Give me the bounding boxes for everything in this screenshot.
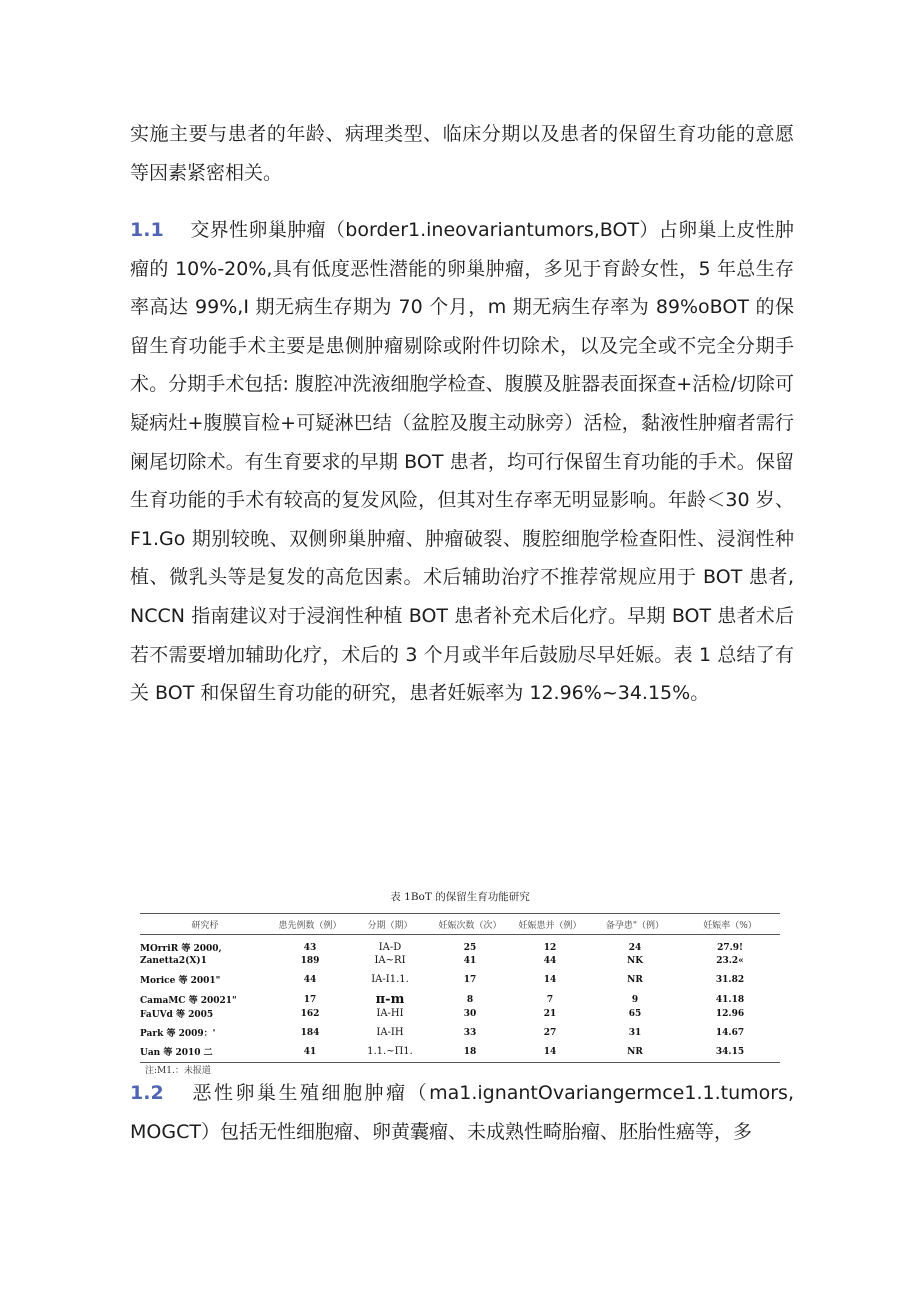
section-1-2-paragraph	[130, 1074, 794, 1151]
cell-pregnancy-rate: 34.15	[680, 1039, 780, 1063]
cell-pregnant-patients: 27	[543, 1027, 557, 1038]
cell-pregnancies: 17	[463, 974, 477, 985]
cell-pregnancy-rate: 14.67	[715, 1027, 745, 1038]
cell-stage: 1.1.~П1.	[350, 1039, 430, 1063]
cell-pregnancies: 18	[430, 1039, 510, 1063]
cell-pregnancy-rate: 23.2«	[716, 955, 744, 966]
section-1-2-text: 恶性卵巢生殖细胞肿瘤（ma1.ignantOvariangermce1.1.tumors, MOGCT）包括无性细胞瘤、卵黄囊瘤、未成熟性畸胎瘤、胚胎性癌等，多	[130, 1082, 794, 1143]
cell-stage: π-m	[375, 992, 405, 1007]
cell-patients: 17	[303, 994, 317, 1005]
cell-study: CamaMC 等 20021"	[140, 996, 237, 1006]
table-row	[140, 1007, 780, 1020]
cell-pregnant-patients: 21	[543, 1008, 557, 1019]
table-row	[140, 967, 780, 986]
section-1-1-number: 1.1	[130, 219, 164, 241]
cell-stage: IA-I1.1.	[371, 974, 409, 985]
cell-patients: 184	[300, 1027, 320, 1038]
cell-pregnancy-rate: 41.18	[715, 994, 745, 1005]
cell-stage: IA-IH	[376, 1027, 404, 1038]
cell-pregnancy-rate: 31.82	[715, 974, 745, 985]
intro-paragraph: 实施主要与患者的年龄、病理类型、临床分期以及患者的保留生育功能的意愿等因素紧密相关。	[130, 123, 794, 184]
cell-patients: 43	[303, 942, 317, 953]
cell-pregnancies: 25	[463, 942, 477, 953]
header-pregnant-patients: 妊娠患并（例）	[510, 914, 590, 935]
cell-trying-patients: 24	[628, 942, 642, 953]
section-1-2-number: 1.2	[130, 1082, 164, 1104]
cell-pregnant-patients: 14	[543, 974, 557, 985]
cell-stage: IA~RI	[374, 955, 406, 966]
header-patients: 患先例数（例）	[270, 914, 350, 935]
cell-pregnancies: 30	[463, 1008, 477, 1019]
header-stage: 分期（期）	[350, 914, 430, 935]
header-study: 研究杼	[140, 914, 270, 935]
cell-study: Morice 等 2001"	[140, 976, 221, 986]
header-pregnancies: 妊娠次数（次）	[430, 914, 510, 935]
cell-trying-patients: NR	[627, 974, 643, 985]
table-note: 注:M1.：未报道	[145, 1066, 211, 1076]
cell-study: Uan 等 2010 二	[140, 1039, 270, 1063]
cell-trying-patients: 31	[628, 1027, 642, 1038]
bot-fertility-table	[140, 913, 780, 1063]
table-row	[140, 954, 780, 967]
cell-patients: 189	[300, 955, 320, 966]
cell-study: MOrriR 等 2000,	[140, 944, 222, 954]
table-row	[140, 935, 780, 955]
cell-pregnancies: 8	[466, 994, 474, 1005]
section-1-1-text: 交界性卵巢肿瘤（border1.ineovariantumors,BOT）占卵巢上皮性肿瘤的 10%-20%,具有低度恶性潜能的卵巢肿瘤，多见于育龄女性，5 年总生存率高达 99%,I 期无病生存期为 70 个月，m 期无病生存率为 89%oBOT 的保留生育功能手术主要是患侧肿瘤剔除或附件切除术，以及完全或不完全分期手术。分期手术包括: 腹腔冲洗液细胞学检查、腹膜及脏器表面探查+活检/切除可疑病灶+腹膜盲检+可疑淋巴结（盆腔及腹主动脉旁）活检，黏液性肿瘤者需行阑尾切除术。有生育要求的早期 BOT 患者，均可行保留生育功能的手术。保留生育功能的手术有较高的复发风险，但其对生存率无明显影响。年龄＜30 岁、F1.Go 期别较晚、双侧卵巢肿瘤、肿瘤破裂、腹腔细胞学检查阳性、浸润性种植、微乳头等是复发的高危因素。术后辅助治疗不推荐常规应用于 BOT 患者, NCCN 指南建议对于浸润性种植 BOT 患者补充术后化疗。早期 BOT 患者术后若不需要增加辅助化疗，术后的 3 个月或半年后鼓励尽早妊娠。表 1 总结了有关 BOT 和保留生育功能的研究，患者妊娠率为 12.96%~34.15%。	[130, 219, 794, 705]
table-header-row	[140, 914, 780, 935]
cell-pregnant-patients: 7	[546, 994, 554, 1005]
cell-pregnancies: 33	[463, 1027, 477, 1038]
table-row	[140, 1020, 780, 1039]
cell-patients: 162	[300, 1008, 320, 1019]
cell-pregnancies: 41	[463, 955, 477, 966]
cell-pregnant-patients: 12	[543, 942, 557, 953]
cell-trying-patients: 65	[628, 1008, 642, 1019]
header-pregnancy-rate: 妊娠率（%）	[680, 914, 780, 935]
cell-study: Zanetta2(X)1	[140, 955, 207, 966]
cell-patients: 41	[270, 1039, 350, 1063]
header-trying-patients: 备孕患"（例）	[590, 914, 680, 935]
cell-trying-patients: NR	[590, 1039, 680, 1063]
cell-stage: IA-D	[378, 942, 402, 953]
cell-stage: IA-HI	[376, 1008, 404, 1019]
cell-trying-patients: 9	[631, 994, 639, 1005]
cell-study: FaUVd 等 2005	[140, 1010, 214, 1020]
table-row	[140, 1039, 780, 1063]
cell-trying-patients: NK	[626, 955, 644, 966]
cell-pregnancy-rate: 27.9!	[717, 942, 743, 953]
cell-study: Park 等 2009：'	[140, 1029, 216, 1039]
table-caption: 表 1BoT 的保留生育功能研究	[390, 891, 530, 903]
cell-patients: 44	[303, 974, 317, 985]
section-1-1-paragraph	[130, 211, 794, 713]
cell-pregnant-patients: 44	[543, 955, 557, 966]
table-row	[140, 986, 780, 1007]
cell-pregnant-patients: 14	[510, 1039, 590, 1063]
cell-pregnancy-rate: 12.96	[715, 1008, 745, 1019]
